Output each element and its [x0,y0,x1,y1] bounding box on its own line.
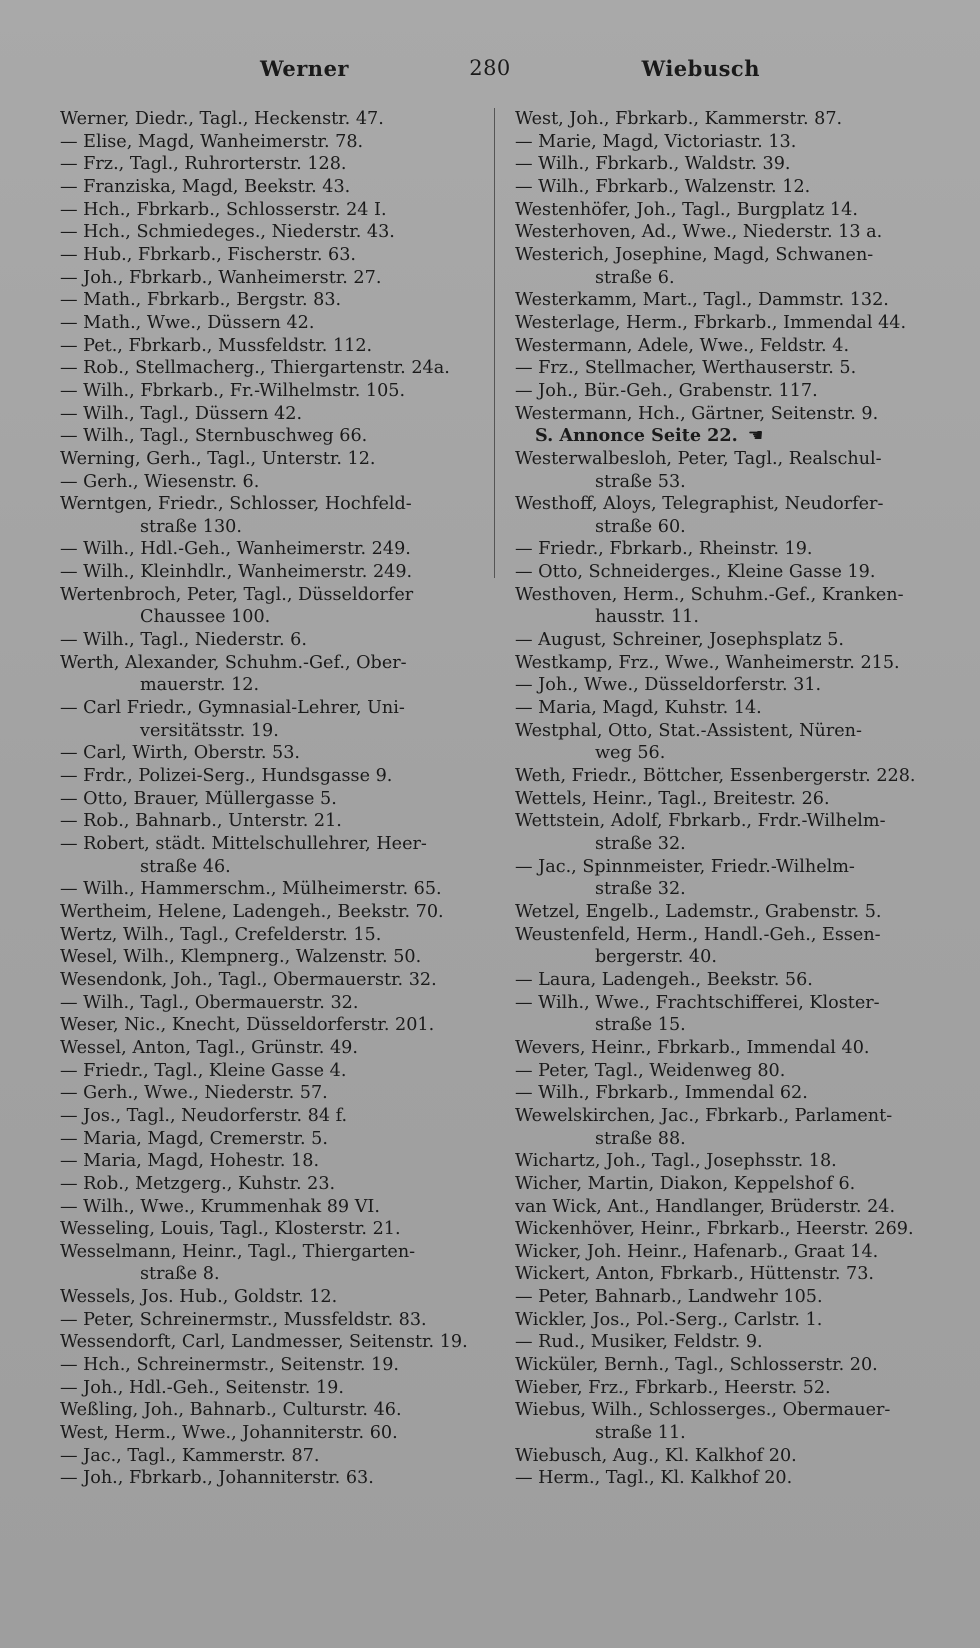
entry-text: — Joh., Wwe., Düsseldorferstr. 31. [515,675,822,696]
directory-entry [60,538,480,561]
directory-entry [60,108,480,131]
entry-continuation [515,516,940,539]
directory-entry [515,1082,940,1105]
entry-text: Westermann, Hch., Gärtner, Seitenstr. 9. [515,403,879,424]
directory-entry [515,856,940,879]
directory-entry [60,584,480,607]
entry-text: Wettstein, Adolf, Fbrkarb., Frdr.-Wilhelm- [515,811,886,832]
directory-entry [60,1445,480,1468]
entry-text: Wiebus, Wilh., Schlosserges., Obermauer- [515,1400,891,1421]
entry-text: — Hch., Schmiedeges., Niederstr. 43. [60,222,395,243]
directory-entry [60,1037,480,1060]
entry-continuation [515,878,940,901]
directory-entry [60,1128,480,1151]
right-column [515,108,940,1490]
entry-text: — Wilh., Tagl., Düssern 42. [60,403,303,424]
entry-text: Wessendorft, Carl, Landmesser, Seitenstr. 19. [60,1332,468,1353]
directory-entry [60,289,480,312]
directory-entry [60,742,480,765]
directory-entry [515,1263,940,1286]
entry-text: Chaussee 100. [140,607,271,628]
directory-entry [515,1399,940,1422]
entry-text: — Maria, Magd, Hohestr. 18. [60,1151,320,1172]
entry-text: — Wilh., Kleinhdlr., Wanheimerstr. 249. [60,562,413,583]
directory-entry [60,1422,480,1445]
entry-text: Weser, Nic., Knecht, Düsseldorferstr. 201. [60,1015,435,1036]
entry-text: Westhoff, Aloys, Telegraphist, Neudorfer- [515,494,884,515]
entry-text: — Peter, Bahnarb., Landwehr 105. [515,1287,823,1308]
entry-continuation [515,833,940,856]
directory-entry [60,946,480,969]
directory-entry [515,289,940,312]
entry-continuation [515,606,940,629]
entry-text: straße 32. [595,879,686,900]
entry-text: — Jos., Tagl., Neudorferstr. 84 f. [60,1105,348,1126]
directory-entry [515,652,940,675]
directory-entry [515,1196,940,1219]
entry-text: straße 8. [140,1264,220,1285]
directory-entry [60,992,480,1015]
directory-entry [60,448,480,471]
entry-text: — Frdr., Polizei-Serg., Hundsgasse 9. [60,766,393,787]
directory-entry [515,1286,940,1309]
entry-text: straße 46. [140,856,231,877]
entry-text: — Pet., Fbrkarb., Mussfeldstr. 112. [60,335,373,356]
entry-text: — Wilh., Wwe., Frachtschifferei, Kloster- [515,992,880,1013]
entry-text: — Maria, Magd, Kuhstr. 14. [515,698,762,719]
directory-entry [60,1467,480,1490]
entry-text: — Herm., Tagl., Kl. Kalkhof 20. [515,1468,793,1489]
directory-entry [60,221,480,244]
directory-entry [515,1105,940,1128]
entry-text: Werth, Alexander, Schuhm.-Gef., Ober- [60,652,407,673]
entry-text: — Frz., Tagl., Ruhrorterstr. 128. [60,154,347,175]
directory-entry [60,652,480,675]
directory-entry [60,471,480,494]
entry-text: — Wilh., Fbrkarb., Walzenstr. 12. [515,176,811,197]
entry-text: — Peter, Tagl., Weidenweg 80. [515,1060,786,1081]
entry-text: Weßling, Joh., Bahnarb., Culturstr. 46. [60,1400,402,1421]
directory-entry [60,244,480,267]
entry-text: — Math., Fbrkarb., Bergstr. 83. [60,290,342,311]
entry-text: Wicker, Joh. Heinr., Hafenarb., Graat 14. [515,1241,879,1262]
directory-entry [515,810,940,833]
directory-entry [60,176,480,199]
entry-text: Westermann, Adele, Wwe., Feldstr. 4. [515,335,850,356]
entry-text: — Franziska, Magd, Beekstr. 43. [60,176,351,197]
directory-entry [60,1173,480,1196]
entry-text: Westerwalbesloh, Peter, Tagl., Realschul- [515,448,882,469]
entry-text: Wettels, Heinr., Tagl., Breitestr. 26. [515,788,830,809]
directory-entry [60,833,480,856]
entry-text: — Joh., Fbrkarb., Johanniterstr. 63. [60,1468,374,1489]
page-number: 280 [469,56,511,80]
directory-entry [515,1354,940,1377]
entry-text: — Friedr., Fbrkarb., Rheinstr. 19. [515,539,813,560]
directory-entry [60,1331,480,1354]
entry-text: — Wilh., Fbrkarb., Waldstr. 39. [515,154,791,175]
entry-text: — Rob., Metzgerg., Kuhstr. 23. [60,1173,336,1194]
entry-text: — Wilh., Wwe., Krummenhak 89 VI. [60,1196,380,1217]
pointing-hand-icon: ☚ [747,426,764,447]
entry-text: — Joh., Hdl.-Geh., Seitenstr. 19. [60,1377,344,1398]
directory-entry [515,380,940,403]
entry-text: — Carl, Wirth, Oberstr. 53. [60,743,301,764]
entry-text: Werner, Diedr., Tagl., Heckenstr. 47. [60,109,384,129]
left-column [60,108,480,1490]
directory-entry [60,380,480,403]
directory-entry [515,765,940,788]
directory-entry [60,1399,480,1422]
directory-entry [60,493,480,516]
entry-text: Wertheim, Helene, Ladengeh., Beekstr. 70. [60,901,444,922]
entry-text: — Hch., Fbrkarb., Schlosserstr. 24 I. [60,199,387,220]
entry-text: hausstr. 11. [595,607,699,628]
directory-entry [515,108,940,131]
entry-text: Weustenfeld, Herm., Handl.-Geh., Essen- [515,924,881,945]
entry-text: West, Joh., Fbrkarb., Kammerstr. 87. [515,109,843,129]
directory-entry [60,267,480,290]
directory-entry [515,448,940,471]
entry-text: Wewelskirchen, Jac., Fbrkarb., Parlament- [515,1105,893,1126]
entry-text: Wickert, Anton, Fbrkarb., Hüttenstr. 73. [515,1264,874,1285]
entry-text: Westenhöfer, Joh., Tagl., Burgplatz 14. [515,199,858,220]
entry-text: Wessels, Jos. Hub., Goldstr. 12. [60,1287,338,1308]
directory-entry [60,335,480,358]
directory-entry [515,357,940,380]
directory-entry [60,1105,480,1128]
entry-text: Wertenbroch, Peter, Tagl., Düsseldorfer [60,584,414,605]
directory-entry [515,312,940,335]
entry-text: — Rob., Bahnarb., Unterstr. 21. [60,811,342,832]
entry-text: — Wilh., Hammerschm., Mülheimerstr. 65. [60,879,442,900]
entry-text: Westphal, Otto, Stat.-Assistent, Nüren- [515,720,862,741]
directory-entry [60,1309,480,1332]
entry-text: — Otto, Brauer, Müllergasse 5. [60,788,337,809]
entry-text: — Elise, Magd, Wanheimerstr. 78. [60,131,364,152]
entry-continuation [515,471,940,494]
entry-text: — Math., Wwe., Düssern 42. [60,312,315,333]
directory-entry [515,221,940,244]
entry-text: Wieber, Frz., Fbrkarb., Heerstr. 52. [515,1377,831,1398]
directory-entry [60,697,480,720]
header-left-keyword: Werner [260,56,349,81]
directory-entry [60,312,480,335]
entry-text: straße 60. [595,516,686,537]
entry-text: Wesel, Wilh., Klempnerg., Walzenstr. 50. [60,947,422,968]
entry-text: — Gerh., Wiesenstr. 6. [60,471,260,492]
entry-text: Westerhoven, Ad., Wwe., Niederstr. 13 a. [515,222,883,243]
directory-entry [515,901,940,924]
annonce-reference [515,425,940,448]
directory-entry [60,901,480,924]
entry-text: Wesendonk, Joh., Tagl., Obermauerstr. 32. [60,969,437,990]
entry-text: Wevers, Heinr., Fbrkarb., Immendal 40. [515,1037,870,1058]
directory-entry [515,493,940,516]
directory-entry [515,697,940,720]
entry-text: Westhoven, Herm., Schuhm.-Gef., Kranken- [515,584,904,605]
entry-text: Westkamp, Frz., Wwe., Wanheimerstr. 215. [515,652,900,673]
directory-entry [515,1060,940,1083]
directory-entry [60,1286,480,1309]
entry-text: Weth, Friedr., Böttcher, Essenbergerstr. 228. [515,766,916,787]
entry-text: — Carl Friedr., Gymnasial-Lehrer, Uni- [60,698,405,719]
entry-text: — Joh., Bür.-Geh., Grabenstr. 117. [515,380,818,401]
directory-entry [60,1218,480,1241]
directory-entry [60,1377,480,1400]
entry-text: Werning, Gerh., Tagl., Unterstr. 12. [60,448,376,469]
directory-entry [515,131,940,154]
entry-text: Wickenhöver, Heinr., Fbrkarb., Heerstr. 269. [515,1219,914,1240]
page-header [60,56,920,90]
entry-text: — Wilh., Hdl.-Geh., Wanheimerstr. 249. [60,539,411,560]
directory-entry [60,1082,480,1105]
entry-continuation [60,516,480,539]
entry-text: versitätsstr. 19. [140,720,279,741]
entry-text: van Wick, Ant., Handlanger, Brüderstr. 24. [515,1196,896,1217]
directory-entry [60,878,480,901]
entry-text: straße 11. [595,1423,686,1444]
entry-text: Wertz, Wilh., Tagl., Crefelderstr. 15. [60,924,382,945]
entry-text: — Frz., Stellmacher, Werthauserstr. 5. [515,358,857,379]
directory-entry [515,629,940,652]
directory-entry [60,1150,480,1173]
entry-text: — Jac., Spinnmeister, Friedr.-Wilhelm- [515,856,855,877]
entry-text: — Wilh., Fbrkarb., Immendal 62. [515,1083,808,1104]
entry-text: — Robert, städt. Mittelschullehrer, Heer- [60,834,427,854]
directory-entry [515,176,940,199]
entry-continuation [60,856,480,879]
directory-entry [60,131,480,154]
directory-entry [60,788,480,811]
entry-text: Wicküler, Bernh., Tagl., Schlosserstr. 20. [515,1355,878,1376]
directory-entry [60,969,480,992]
entry-text: straße 6. [595,267,675,288]
entry-text: Wichartz, Joh., Tagl., Josephsstr. 18. [515,1151,837,1172]
directory-entry [515,1309,940,1332]
entry-continuation [60,606,480,629]
entry-text: — Hub., Fbrkarb., Fischerstr. 63. [60,244,356,265]
directory-entry [60,153,480,176]
entry-text: — Gerh., Wwe., Niederstr. 57. [60,1083,328,1104]
entry-continuation [515,742,940,765]
entry-text: Wiebusch, Aug., Kl. Kalkhof 20. [515,1445,797,1466]
entry-text: — Rud., Musiker, Feldstr. 9. [515,1332,763,1353]
directory-entry [515,403,940,426]
directory-entry [515,788,940,811]
header-right-keyword: Wiebusch [641,56,760,81]
entry-text: West, Herm., Wwe., Johanniterstr. 60. [60,1423,398,1444]
directory-entry [60,629,480,652]
entry-text: — Wilh., Tagl., Sternbuschweg 66. [60,426,368,447]
directory-entry [515,153,940,176]
directory-entry [515,969,940,992]
directory-entry [60,1014,480,1037]
entry-text: S. Annonce Seite 22. [535,425,738,447]
entry-text: — Marie, Magd, Victoriastr. 13. [515,131,797,152]
directory-entry [60,199,480,222]
entry-text: — Hch., Schreinermstr., Seitenstr. 19. [60,1355,400,1376]
entry-text: straße 15. [595,1015,686,1036]
directory-entry [515,1331,940,1354]
directory-entry [515,924,940,947]
entry-continuation [60,720,480,743]
directory-entry [515,584,940,607]
directory-entry [60,1241,480,1264]
directory-entry [515,1445,940,1468]
directory-entry [515,1218,940,1241]
directory-entry [515,1467,940,1490]
entry-text: Wickler, Jos., Pol.-Serg., Carlstr. 1. [515,1309,823,1330]
directory-entry [515,1150,940,1173]
entry-text: Wesseling, Louis, Tagl., Klosterstr. 21. [60,1219,401,1240]
directory-entry [515,199,940,222]
entry-continuation [515,1014,940,1037]
directory-entry [515,244,940,267]
entry-text: straße 53. [595,471,686,492]
entry-text: Wicher, Martin, Diakon, Keppelshof 6. [515,1173,856,1194]
entry-text: bergerstr. 40. [595,947,717,968]
directory-entry [515,538,940,561]
directory-entry [515,561,940,584]
entry-text: — August, Schreiner, Josephsplatz 5. [515,630,844,651]
entry-continuation [60,674,480,697]
entry-continuation [515,946,940,969]
entry-text: — Peter, Schreinermstr., Mussfeldstr. 83. [60,1309,427,1330]
directory-entry [515,1377,940,1400]
entry-text: Westerich, Josephine, Magd, Schwanen- [515,244,874,265]
entry-text: — Wilh., Tagl., Niederstr. 6. [60,630,307,651]
entry-continuation [515,267,940,290]
directory-entry [515,1173,940,1196]
entry-text: Westerlage, Herm., Fbrkarb., Immendal 44. [515,312,907,333]
directory-entry [60,357,480,380]
directory-entry [515,335,940,358]
entry-text: straße 88. [595,1128,686,1149]
directory-entry [60,810,480,833]
entry-text: straße 130. [140,516,242,537]
entry-text: Westerkamm, Mart., Tagl., Dammstr. 132. [515,290,889,311]
entry-text: Wetzel, Engelb., Lademstr., Grabenstr. 5. [515,901,882,922]
directory-entry [60,924,480,947]
directory-entry [515,1241,940,1264]
entry-text: weg 56. [595,743,666,764]
directory-entry [515,992,940,1015]
entry-text: — Friedr., Tagl., Kleine Gasse 4. [60,1060,347,1081]
column-divider [494,108,495,578]
entry-text: straße 32. [595,834,686,854]
directory-entry [60,1196,480,1219]
directory-entry [60,425,480,448]
entry-continuation [515,1128,940,1151]
entry-text: — Maria, Magd, Cremerstr. 5. [60,1128,328,1149]
entry-text: Wesselmann, Heinr., Tagl., Thiergarten- [60,1241,416,1262]
entry-text: — Joh., Fbrkarb., Wanheimerstr. 27. [60,267,382,288]
entry-text: — Wilh., Fbrkarb., Fr.-Wilhelmstr. 105. [60,380,406,401]
entry-text: — Rob., Stellmacherg., Thiergartenstr. 24a. [60,358,450,379]
entry-text: mauerstr. 12. [140,675,260,696]
entry-text: — Laura, Ladengeh., Beekstr. 56. [515,969,813,990]
directory-entry [60,1060,480,1083]
entry-text: — Otto, Schneiderges., Kleine Gasse 19. [515,562,876,583]
entry-continuation [60,1263,480,1286]
directory-entry [515,720,940,743]
entry-text: — Wilh., Tagl., Obermauerstr. 32. [60,992,359,1013]
entry-continuation [515,1422,940,1445]
directory-entry [60,403,480,426]
directory-entry [515,1037,940,1060]
entry-text: Werntgen, Friedr., Schlosser, Hochfeld- [60,494,412,515]
directory-entry [515,674,940,697]
entry-text: — Jac., Tagl., Kammerstr. 87. [60,1445,320,1466]
directory-entry [60,765,480,788]
directory-entry [60,561,480,584]
entry-text: Wessel, Anton, Tagl., Grünstr. 49. [60,1037,358,1058]
directory-entry [60,1354,480,1377]
